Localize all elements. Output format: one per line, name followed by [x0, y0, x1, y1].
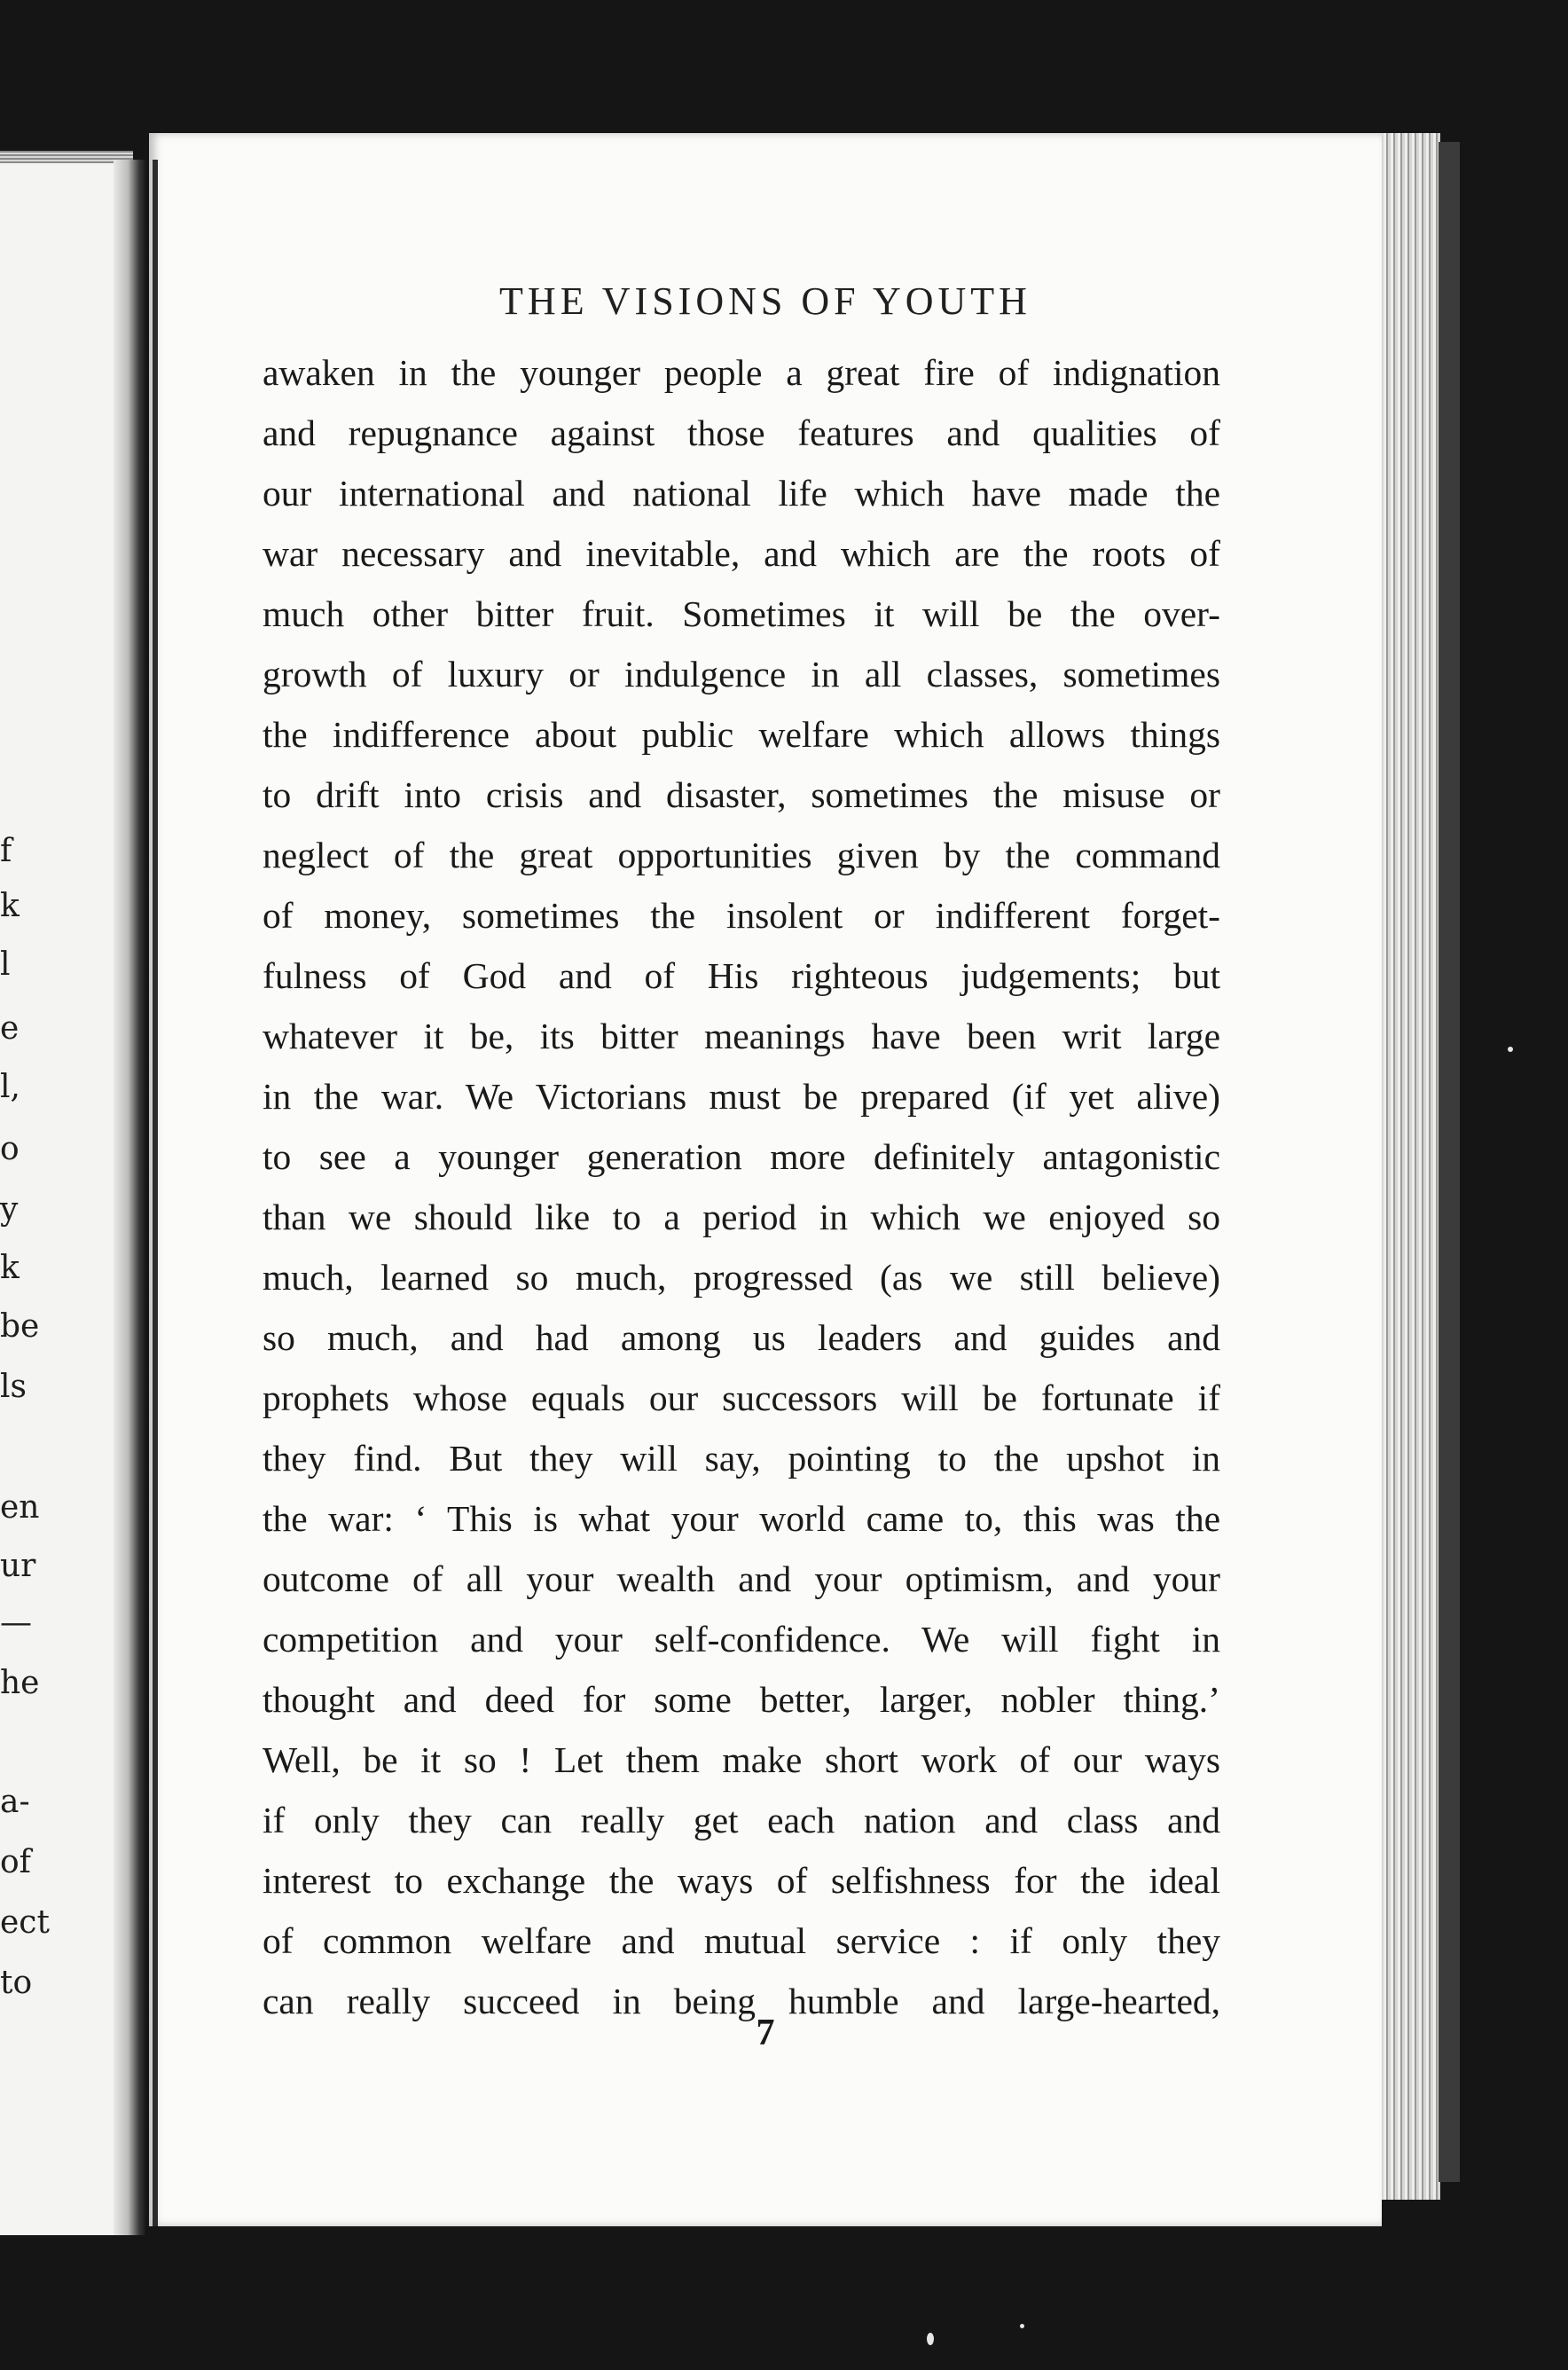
book-page: [149, 133, 1382, 2226]
text-line: much, learned so much, progressed (as we still believe): [263, 1257, 1220, 1298]
text-line: war necessary and inevitable, and which are the roots of: [263, 533, 1220, 574]
text-line: of common welfare and mutual service : if only they: [263, 1920, 1220, 1961]
text-line: the war: ‘ This is what your world came to, this was the: [263, 1498, 1220, 1539]
dust-speck: [927, 2333, 934, 2345]
left-fragment: —: [0, 1605, 32, 1641]
left-fragment: to: [0, 1965, 33, 2001]
dust-speck: [1508, 1047, 1513, 1052]
left-fragment: of: [0, 1844, 31, 1880]
left-fragment: he: [0, 1665, 40, 1701]
stacked-page-edges: [1376, 133, 1440, 2200]
text-line: they find. But they will say, pointing to the upshot in: [263, 1438, 1220, 1479]
left-fragment: en: [0, 1489, 40, 1526]
text-line: and repugnance against those features and qualities of: [263, 412, 1220, 453]
binding-shadow-line: [153, 160, 158, 2226]
text-line: to drift into crisis and disaster, sometimes the misuse or: [263, 774, 1220, 815]
book-cover-edge: [1439, 142, 1460, 2182]
left-fragment: ls: [0, 1369, 27, 1405]
left-fragment: l,: [0, 1069, 20, 1105]
body-text: [263, 342, 1220, 2031]
left-fragment: ur: [0, 1548, 36, 1584]
text-line: interest to exchange the ways of selfishness for the ideal: [263, 1860, 1220, 1901]
text-line: to see a younger generation more definitely antagonistic: [263, 1136, 1220, 1177]
dust-speck: [1020, 2324, 1024, 2328]
text-line: outcome of all your wealth and your optimism, and your: [263, 1558, 1220, 1599]
text-line: of money, sometimes the insolent or indifferent forget-: [263, 895, 1220, 936]
text-line: can really succeed in being humble and large-hearted,: [263, 1981, 1220, 2021]
text-line: competition and your self-confidence. We will fight in: [263, 1619, 1220, 1660]
text-line: neglect of the great opportunities given by the command: [263, 835, 1220, 875]
left-fragment: ect: [0, 1904, 50, 1941]
left-fragment: o: [0, 1131, 20, 1167]
text-line: Well, be it so ! Let them make short work of our ways: [263, 1739, 1220, 1780]
text-line: if only they can really get each nation and class and: [263, 1800, 1220, 1840]
text-line: than we should like to a period in which we enjoyed so: [263, 1197, 1220, 1237]
left-fragment: a-: [0, 1784, 30, 1820]
left-fragment: l: [0, 946, 11, 983]
left-fragment: k: [0, 888, 20, 924]
text-line: our international and national life which have made the: [263, 473, 1220, 514]
page-number: 7: [756, 2013, 775, 2053]
left-fragment: e: [0, 1010, 20, 1047]
text-line: thought and deed for some better, larger, nobler thing.’: [263, 1679, 1220, 1720]
text-line: the indifference about public welfare which allows things: [263, 714, 1220, 755]
running-head: THE VISIONS OF YOUTH: [499, 279, 1031, 323]
text-line: prophets whose equals our successors will be fortunate if: [263, 1377, 1220, 1418]
left-gutter-shadow: [114, 160, 145, 2235]
left-fragment: f: [0, 833, 12, 869]
left-fragment: k: [0, 1250, 20, 1286]
text-line: growth of luxury or indulgence in all classes, sometimes: [263, 654, 1220, 695]
text-line: awaken in the younger people a great fire of indignation: [263, 352, 1220, 393]
text-line: in the war. We Victorians must be prepared (if yet alive): [263, 1076, 1220, 1117]
text-line: so much, and had among us leaders and guides and: [263, 1317, 1220, 1358]
text-line: much other bitter fruit. Sometimes it will be the over-: [263, 593, 1220, 634]
text-line: whatever it be, its bitter meanings have been writ large: [263, 1016, 1220, 1056]
text-line: fulness of God and of His righteous judgements; but: [263, 955, 1220, 996]
left-fragment: y: [0, 1191, 19, 1228]
left-fragment: be: [0, 1308, 40, 1345]
